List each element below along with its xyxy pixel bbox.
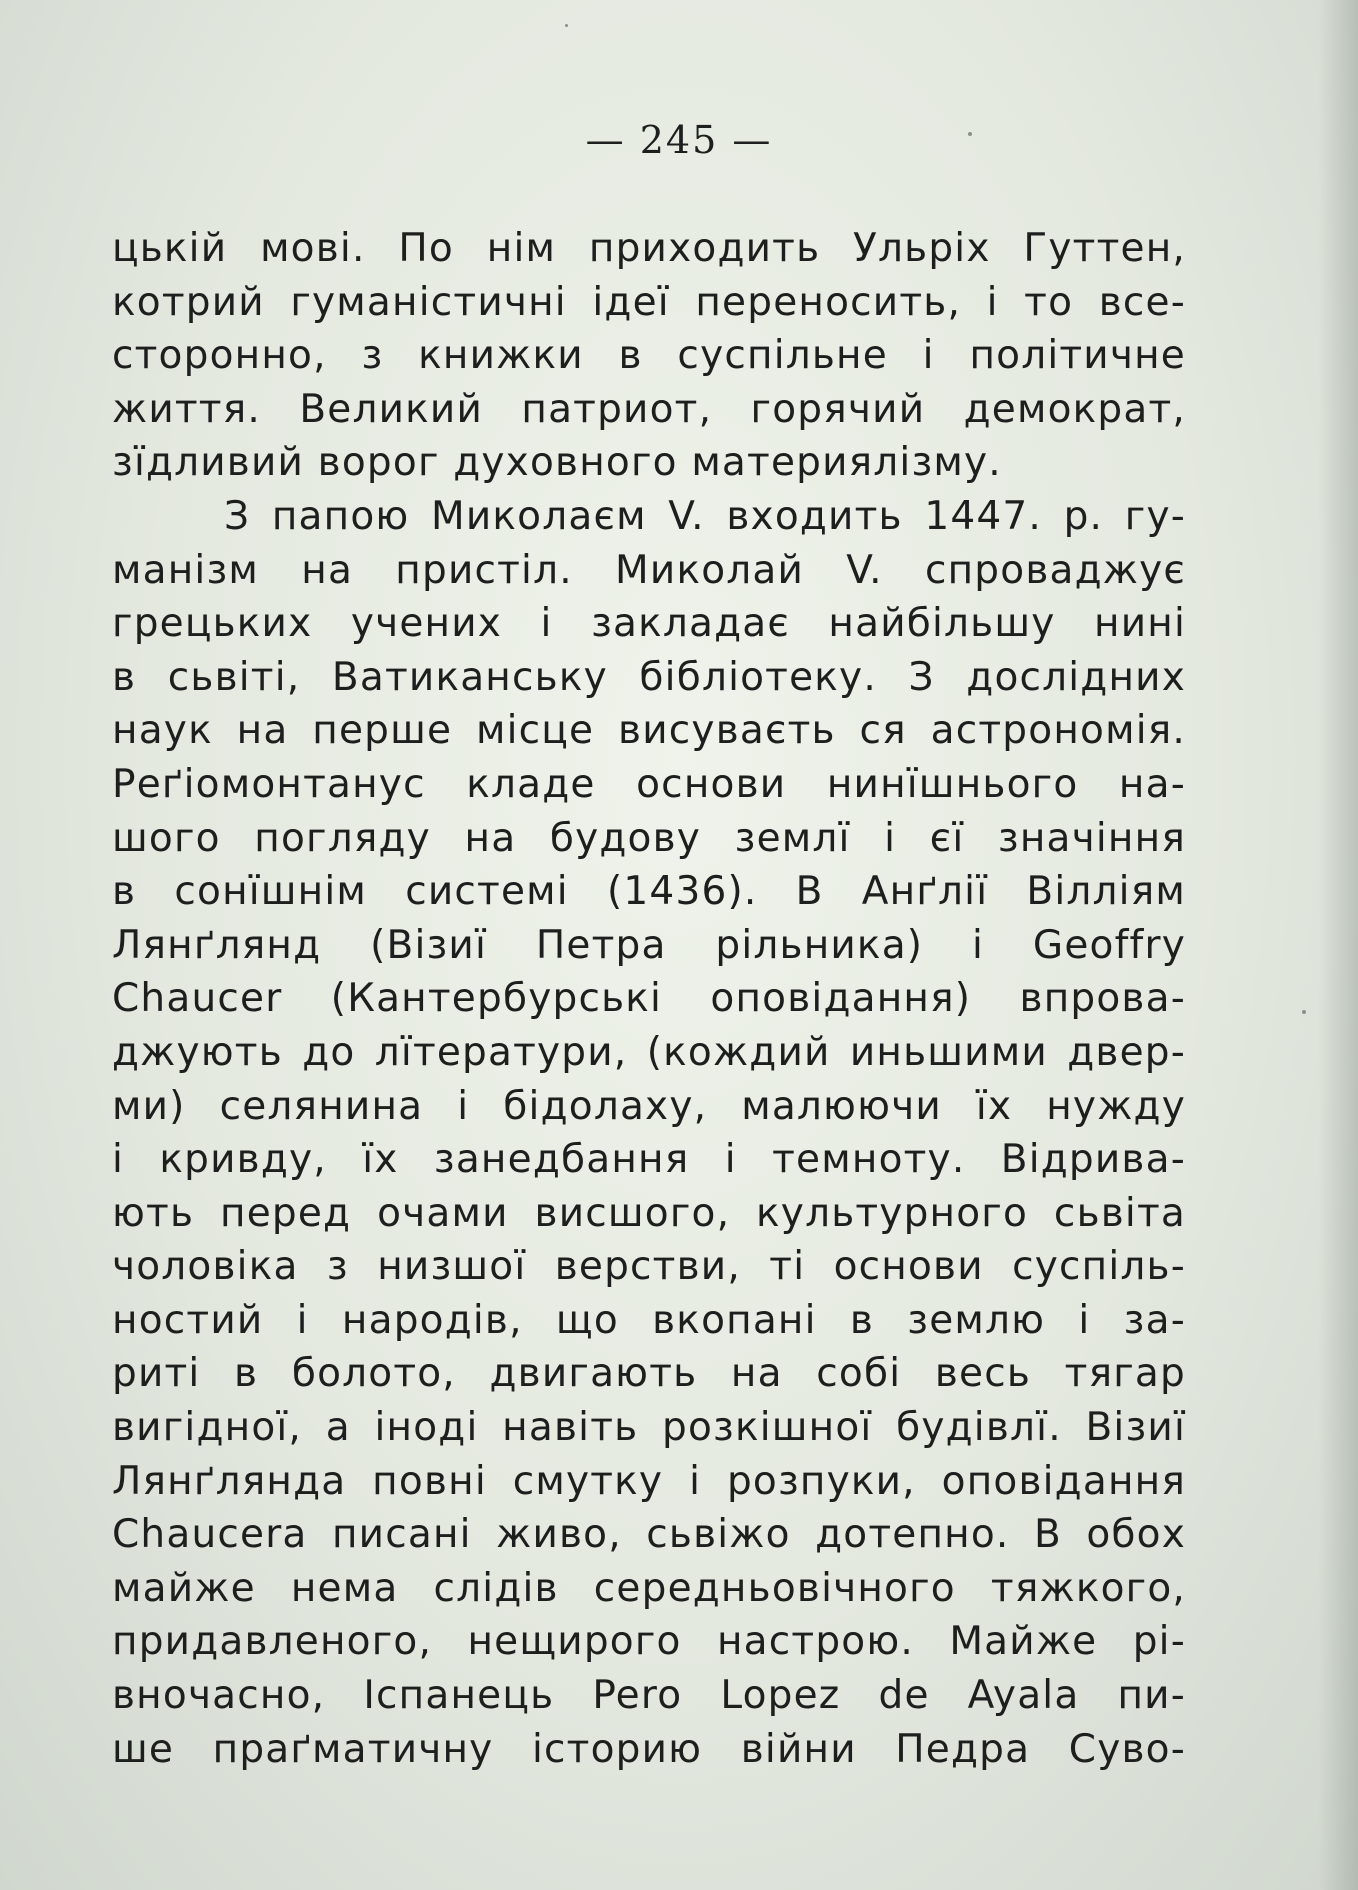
text-line: сторонно, з книжки в суспільне і політичне [112,333,1186,379]
paper-speck [968,132,972,136]
text-line: ми) селянина і бідолаху, малюючи їх нужду [112,1083,1186,1129]
page-number: — 245 — [585,118,773,162]
text-line: життя. Великий патриот, горячий демократ, [112,386,1186,432]
text-line: наук на перше місце висуваєть ся астрономія. [112,708,1186,754]
text-line: вигідної, а іноді навіть розкішної будівлї. Візиї [112,1405,1186,1451]
text-line: в сьвіті, Ватиканську бібліотеку. З дослідних [112,654,1186,700]
text-line: ностий і народів, що вкопані в землю і за- [112,1297,1186,1343]
text-line: майже нема слідів середньовічного тяжкого, [112,1565,1186,1611]
text-line: ше праґматичну історию війни Педра Суво- [112,1726,1186,1772]
text-line: Chaucer (Кантербурські оповідання) впрова- [112,976,1186,1022]
text-line: Реґіомонтанус кладе основи нинїшнього на- [112,761,1186,807]
text-line: риті в болото, двигають на собі весь тягар [112,1351,1186,1397]
text-line: вночасно, Іспанець Pero Lopez de Ayala пи- [112,1673,1186,1719]
paper-speck [565,24,568,27]
paper-speck [1302,1010,1306,1014]
text-line: чоловіка з низшої верстви, ті основи суспіль- [112,1244,1186,1290]
text-line: придавленого, нещирого настрою. Майже рі- [112,1619,1186,1665]
text-line: котрий гуманістичні ідеї переносить, і то все- [112,279,1186,325]
page-edge-shadow [1318,0,1358,1890]
text-line: Лянґлянд (Візиї Петра рільника) і Geoffry [112,922,1186,968]
text-line: і кривду, їх занедбання і темноту. Відрива- [112,1137,1186,1183]
text-line: цькій мові. По нім приходить Ульріх Гуттен, [112,226,1186,271]
text-line: шого погляду на будову землї і єї значіння [112,815,1186,861]
text-line: Лянґлянда повні смутку і розпуки, оповідання [112,1458,1186,1504]
body-text [112,222,1186,1776]
text-line: в сонїшнім системі (1436). В Анґлії Вілліям [112,869,1186,915]
text-line: грецьких учених і закладає найбільшу нині [112,601,1186,647]
text-line: джують до лїтератури, (кождий иньшими двер- [112,1029,1186,1075]
text-line: манізм на пристіл. Миколай V. спроваджує [112,547,1186,593]
text-line: Chaucera писані живо, сьвіжо дотепно. В обох [112,1512,1186,1558]
paragraph-first-line: З папою Миколаєм V. входить 1447. р. гу- [224,493,1186,539]
text-line: ють перед очами висшого, культурного сьвіта [112,1190,1186,1236]
text-line: зїдливий ворог духовного материялізму. [112,440,1002,486]
